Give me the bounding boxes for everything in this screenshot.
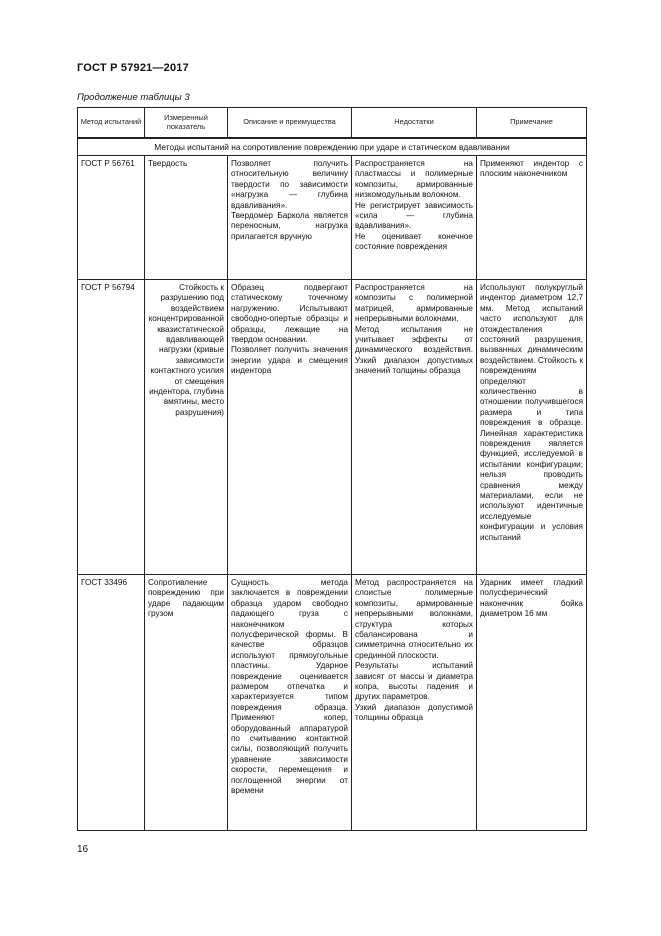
page-number: 16: [77, 844, 89, 855]
drawbacks-paragraph: Не регистрирует зависимость «сила — глубина вдавливания».: [355, 200, 473, 231]
column-header-method: Метод испытаний: [78, 108, 145, 138]
cell-note: Используют полукруглый индентор диаметром 12,7 мм. Метод испытаний часто используют для отождествления состояний разрушения, вызванных динамическим воздействием. Стойкость к повреждениям определяют количественно в отношении получившегося размера и типа повреждения в образце. Линейная характеристика повреждения является функцией, исследуемой в испытании конфигурации; нельзя проводить сравнения между материалами, если не используют идентичные исследуемые конфигурации и условия испытаний: [477, 279, 587, 574]
cell-method: ГОСТ Р 56761: [78, 155, 145, 279]
drawbacks-paragraph: Распространяется на пластмассы и полимерные композиты, армированные низкомодульным волокном.: [355, 158, 473, 200]
table-row: [78, 155, 587, 279]
description-paragraph: Позволяет получить относительную величину твердости по зависимости «нагрузка — глубина вдавливания».: [231, 158, 348, 210]
drawbacks-paragraph: Распространяется на композиты с полимерной матрицей, армированные непрерывными волокнами.: [355, 282, 473, 324]
description-paragraph: Твердомер Баркола является переносным, нагрузка прилагается вручную: [231, 210, 348, 241]
cell-measured: Стойкость к разрушению под воздействием концентрированной квазистатической вдавливающей нагрузки (кривые зависимости контактного усилия от смещения индентора, глубина вмятины, место разрушения): [145, 279, 228, 574]
cell-method: ГОСТ Р 56794: [78, 279, 145, 574]
section-row: [78, 138, 587, 156]
description-paragraph: Сущность метода заключается в повреждении образца ударом свободно падающего груза с наконечником полусферической формы. В качестве образцов используют прямоугольные пластины. Ударное повреждение оценивается размером отпечатка и характеризуется типом повреждения образца. Применяют копер, оборудованный аппаратурой по считыванию контактной силы, позволяющий получить уравнение зависимости скорости, перемещения и поглощенной энергии от времени: [231, 577, 348, 796]
description-paragraph: Позволяет получить значения энергии удара и смещения индентора: [231, 345, 348, 376]
cell-measured: Сопротивление повреждению при ударе падающим грузом: [145, 574, 228, 830]
column-header-description: Описание и преимущества: [228, 108, 352, 138]
table-header-row: [78, 108, 587, 138]
drawbacks-paragraph: Не оценивает конечное состояние повреждения: [355, 231, 473, 252]
column-header-drawbacks: Недостатки: [352, 108, 477, 138]
description-paragraph: Образец подвергают статическому точечному нагружению. Испытывают свободно-опертые образцы и образцы, лежащие на твердом основании.: [231, 282, 348, 344]
drawbacks-paragraph: Результаты испытаний зависят от массы и диаметра копра, высоты падения и других параметров.: [355, 661, 473, 702]
cell-description: [228, 279, 352, 574]
cell-description: [228, 155, 352, 279]
document-header: ГОСТ Р 57921—2017: [77, 62, 189, 74]
table-row: [78, 574, 587, 830]
cell-note: Применяют индентор с плоским наконечником: [477, 155, 587, 279]
cell-measured: Твердость: [145, 155, 228, 279]
cell-method: ГОСТ 33496: [78, 574, 145, 830]
cell-drawbacks: [352, 155, 477, 279]
section-title: Методы испытаний на сопротивление повреждению при ударе и статическом вдавливании: [78, 138, 587, 156]
cell-description: [228, 574, 352, 830]
drawbacks-paragraph: Метод распространяется на слоистые полимерные композиты, армированные непрерывными волокнами, структура которых сбалансирована и симметрична относительно их срединной плоскости.: [355, 577, 473, 660]
drawbacks-paragraph: Узкий диапазон допустимой толщины образца: [355, 702, 473, 723]
cell-drawbacks: [352, 279, 477, 574]
cell-drawbacks: [352, 574, 477, 830]
table-row: [78, 279, 587, 574]
drawbacks-paragraph: Метод испытания не учитывает эффекты от динамического воздействия. Узкий диапазон допустимых значений толщины образца: [355, 324, 473, 376]
cell-note: Ударник имеет гладкий полусферический наконечник бойка диаметром 16 мм: [477, 574, 587, 830]
table-caption: Продолжение таблицы 3: [77, 92, 190, 103]
methods-table: [77, 107, 587, 831]
column-header-measured: Измеренный показатель: [145, 108, 228, 138]
column-header-note: Примечание: [477, 108, 587, 138]
